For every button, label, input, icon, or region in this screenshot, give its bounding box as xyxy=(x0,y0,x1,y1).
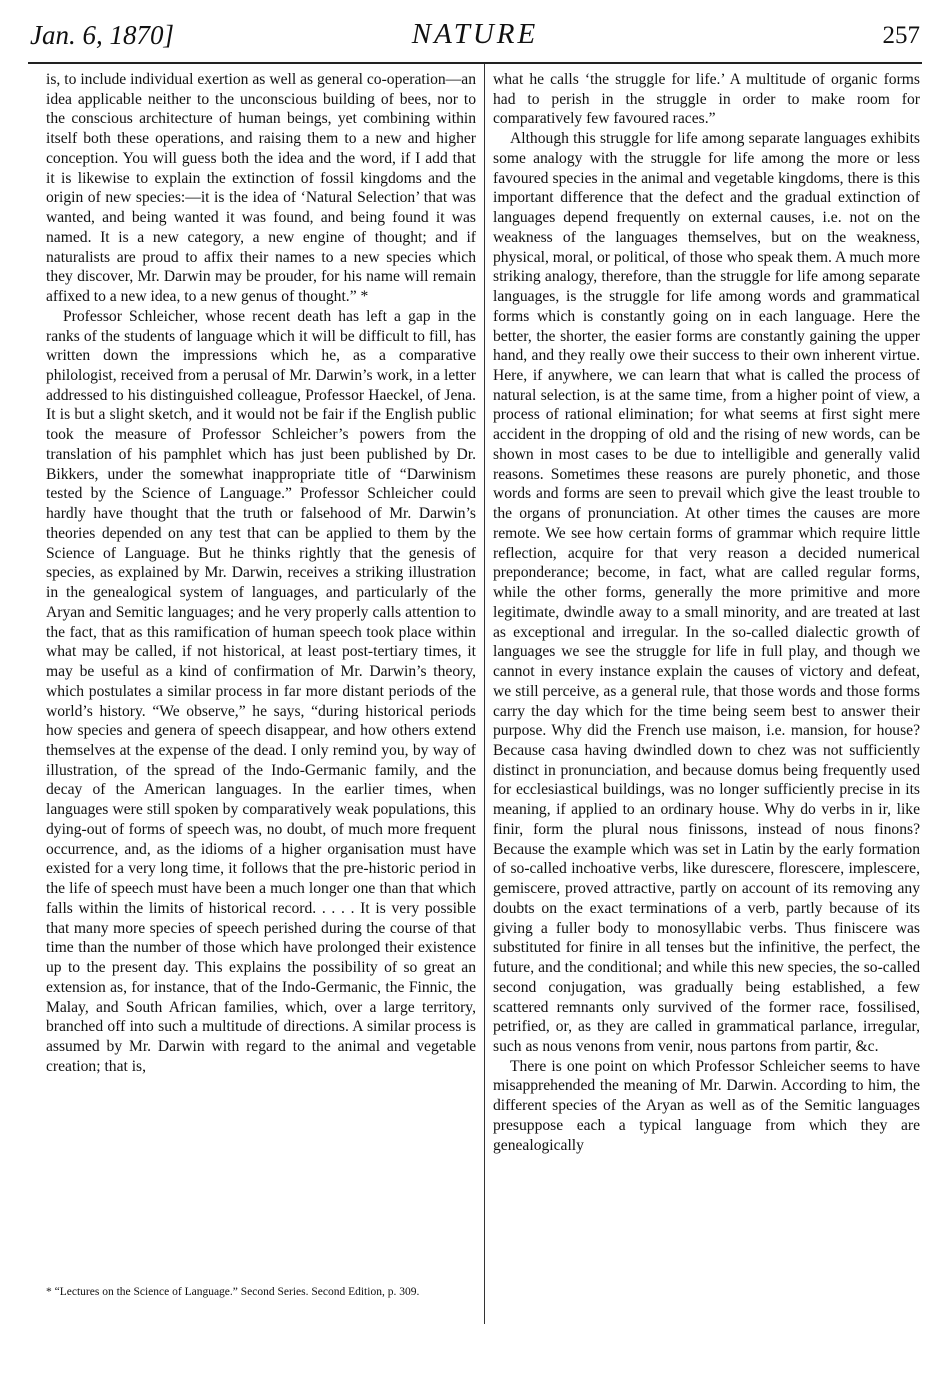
journal-title: NATURE xyxy=(411,18,539,50)
footnote: * “Lectures on the Science of Language.” Second Series. Second Edition, p. 309. xyxy=(46,1286,420,1298)
paragraph: what he calls ‘the struggle for life.’ A multitude of organic forms had to perish in the struggle in order to make room for comparatively few favoured races.” xyxy=(493,71,920,128)
column-divider xyxy=(484,64,485,1324)
paragraph: Professor Schleicher, whose recent death has left a gap in the ranks of the students of language which it will be difficult to fill, has written down the impressions which he, as a comparative philologist, received from a perusal of Mr. Darwin’s work, in a letter addressed to his distinguished colleague, Professor Haeckel, of Jena. It is but a slight sketch, and it would not be fair if the English public took the measure of Professor Schleicher’s powers from the translation of his pamphlet which has just been published by Dr. Bikkers, under the somewhat inappropriate title of “Darwinism tested by the Science of Language.” Professor Schleicher could hardly have thought that the truth or falsehood of Mr. Darwin’s theories depended on any test that can be applied to them by the Science of Language. But he thinks rightly that the genesis of species, as explained by Mr. Darwin, receives a striking illustration in the genealogical system of languages, and particularly of the Aryan and Semitic languages; and he very properly calls attention to the fact, that as this ramification of human speech took place within what may be called, if not historical, at least post-tertiary times, it may be useful as a kind of confirmation of Mr. Darwin’s theory, which postulates a similar process in far more distant periods of the world’s history. “We observe,” he says, “during historical periods how species and genera of speech disappear, and how others extend themselves at the expense of the dead. I only remind you, by way of illustration, of the spread of the Indo-Germanic family, and the decay of the American languages. In the earlier times, when languages were still spoken by comparatively weak populations, this dying-out of forms of speech was, no doubt, of much more frequent occurrence, and, as the idioms of a higher organisation must have existed for a very long time, it follows that the pre-historic period in the life of speech must have been a much longer one than that which falls within the limits of historical record. . . . . It is very possible that many more species of speech perished during the course of that time than the number of those which have prolonged their existence up to the present day. This explains the possibility of so great an extension as, for instance, that of the Indo-Germanic, the Finnic, the Malay, and South African families, which, over a large territory, branched off into such a multitude of directions. A similar process is assumed by Mr. Darwin with regard to the animal and vegetable creation; that is, xyxy=(46,307,476,1075)
header-rule xyxy=(28,62,922,64)
paragraph: Although this struggle for life among separate languages exhibits some analogy with the struggle for life among the more or less favoured species in the animal and vegetable kingdoms, there is this important difference that the defect and the gradual extinction of languages depend frequently on external causes, i.e. not on the weakness of the languages themselves, but on the weakness, physical, moral, or political, of those who speak them. A much more striking analogy, therefore, than the struggle for life among separate languages, is the struggle for life among words and grammatical forms which is constantly going on in each language. Here the better, the shorter, the easier forms are constantly gaining the upper hand, and they really owe their success to their own inherent virtue. Here, if anywhere, we can learn that what is called the process of natural selection, is at the same time, from a higher point of view, a process of rational elimination; for what seems at first sight mere accident in the dropping of old and the rising of new words, can be shown in most cases to be due to intelligible and generally valid reasons. Sometimes these reasons are purely phonetic, and those words and forms are seen to prevail which give the least trouble to the organs of pronunciation. At other times the causes are more remote. We see how certain forms of grammar which require little reflection, acquire for that very reason a decided numerical preponderance; become, in fact, what are called regular forms, while the other forms, generally the more primitive and more legitimate, dwindle away to a small minority, and are treated at last as exceptional and irregular. In the so-called dialectic growth of languages we see the struggle for life in full play, and though we cannot in every instance explain the causes of victory and defeat, we still perceive, as a general rule, that those words and those forms carry the day which for the time being seem best to answer their purpose. Why did the French use maison, i.e. mansion, for house? Because casa having dwindled down to chez was not sufficiently distinct in pronunciation, and because domus being frequently used for ecclesiastical buildings, was no longer sufficiently precise in its meaning, if applied to an ordinary house. Why do verbs in ir, like finir, form the plural nous finissons, instead of nous finons? Because the example which was set in Latin by the early formation of so-called inchoative verbs, like durescere, florescere, implescere, gemiscere, proved attractive, partly on account of its removing any doubts on the exact terminations of a verb, partly because of its giving a fuller body to monosyllabic verbs. Thus finiscere was substituted for finire in all tenses but the infinitive, the perfect, the future, and the conditional; and while this new species, the so-called second conjugation, was gradually being established, a few scattered remnants only survived of the former race, fossilised, petrified, or, as they are called in grammatical parlance, irregular, such as nous venons from venir, nous partons from partir, &c. xyxy=(493,130,920,1055)
paragraph: is, to include individual exertion as well as general co-operation—an idea applicable neither to the unconscious building of bees, nor to the conscious architecture of human beings, yet combining within itself both these operations, and raising them to a new and higher conception. You will guess both the idea and the word, if I add that it is likewise to explain the extinction of fossil kingdoms and the origin of new species:—it is the idea of ‘Natural Selection’ that was wanted, and being wanted it was found, and being found it was named. It is a new category, a new engine of thought; and if naturalists are proud to affix their names to a new species which they discover, Mr. Darwin may be prouder, for his name will remain affixed to a new idea, to a new genus of thought.” * xyxy=(46,71,476,306)
issue-date: Jan. 6, 1870] xyxy=(30,20,174,50)
left-column xyxy=(46,70,476,1076)
paragraph: There is one point on which Professor Schleicher seems to have misapprehended the meaning of Mr. Darwin. According to him, the different species of the Aryan as well as of the Semitic languages presuppose each a typical language from which they are genealogically xyxy=(493,1057,920,1154)
right-column xyxy=(493,70,920,1155)
running-header xyxy=(30,14,920,54)
page-number: 257 xyxy=(882,22,920,49)
